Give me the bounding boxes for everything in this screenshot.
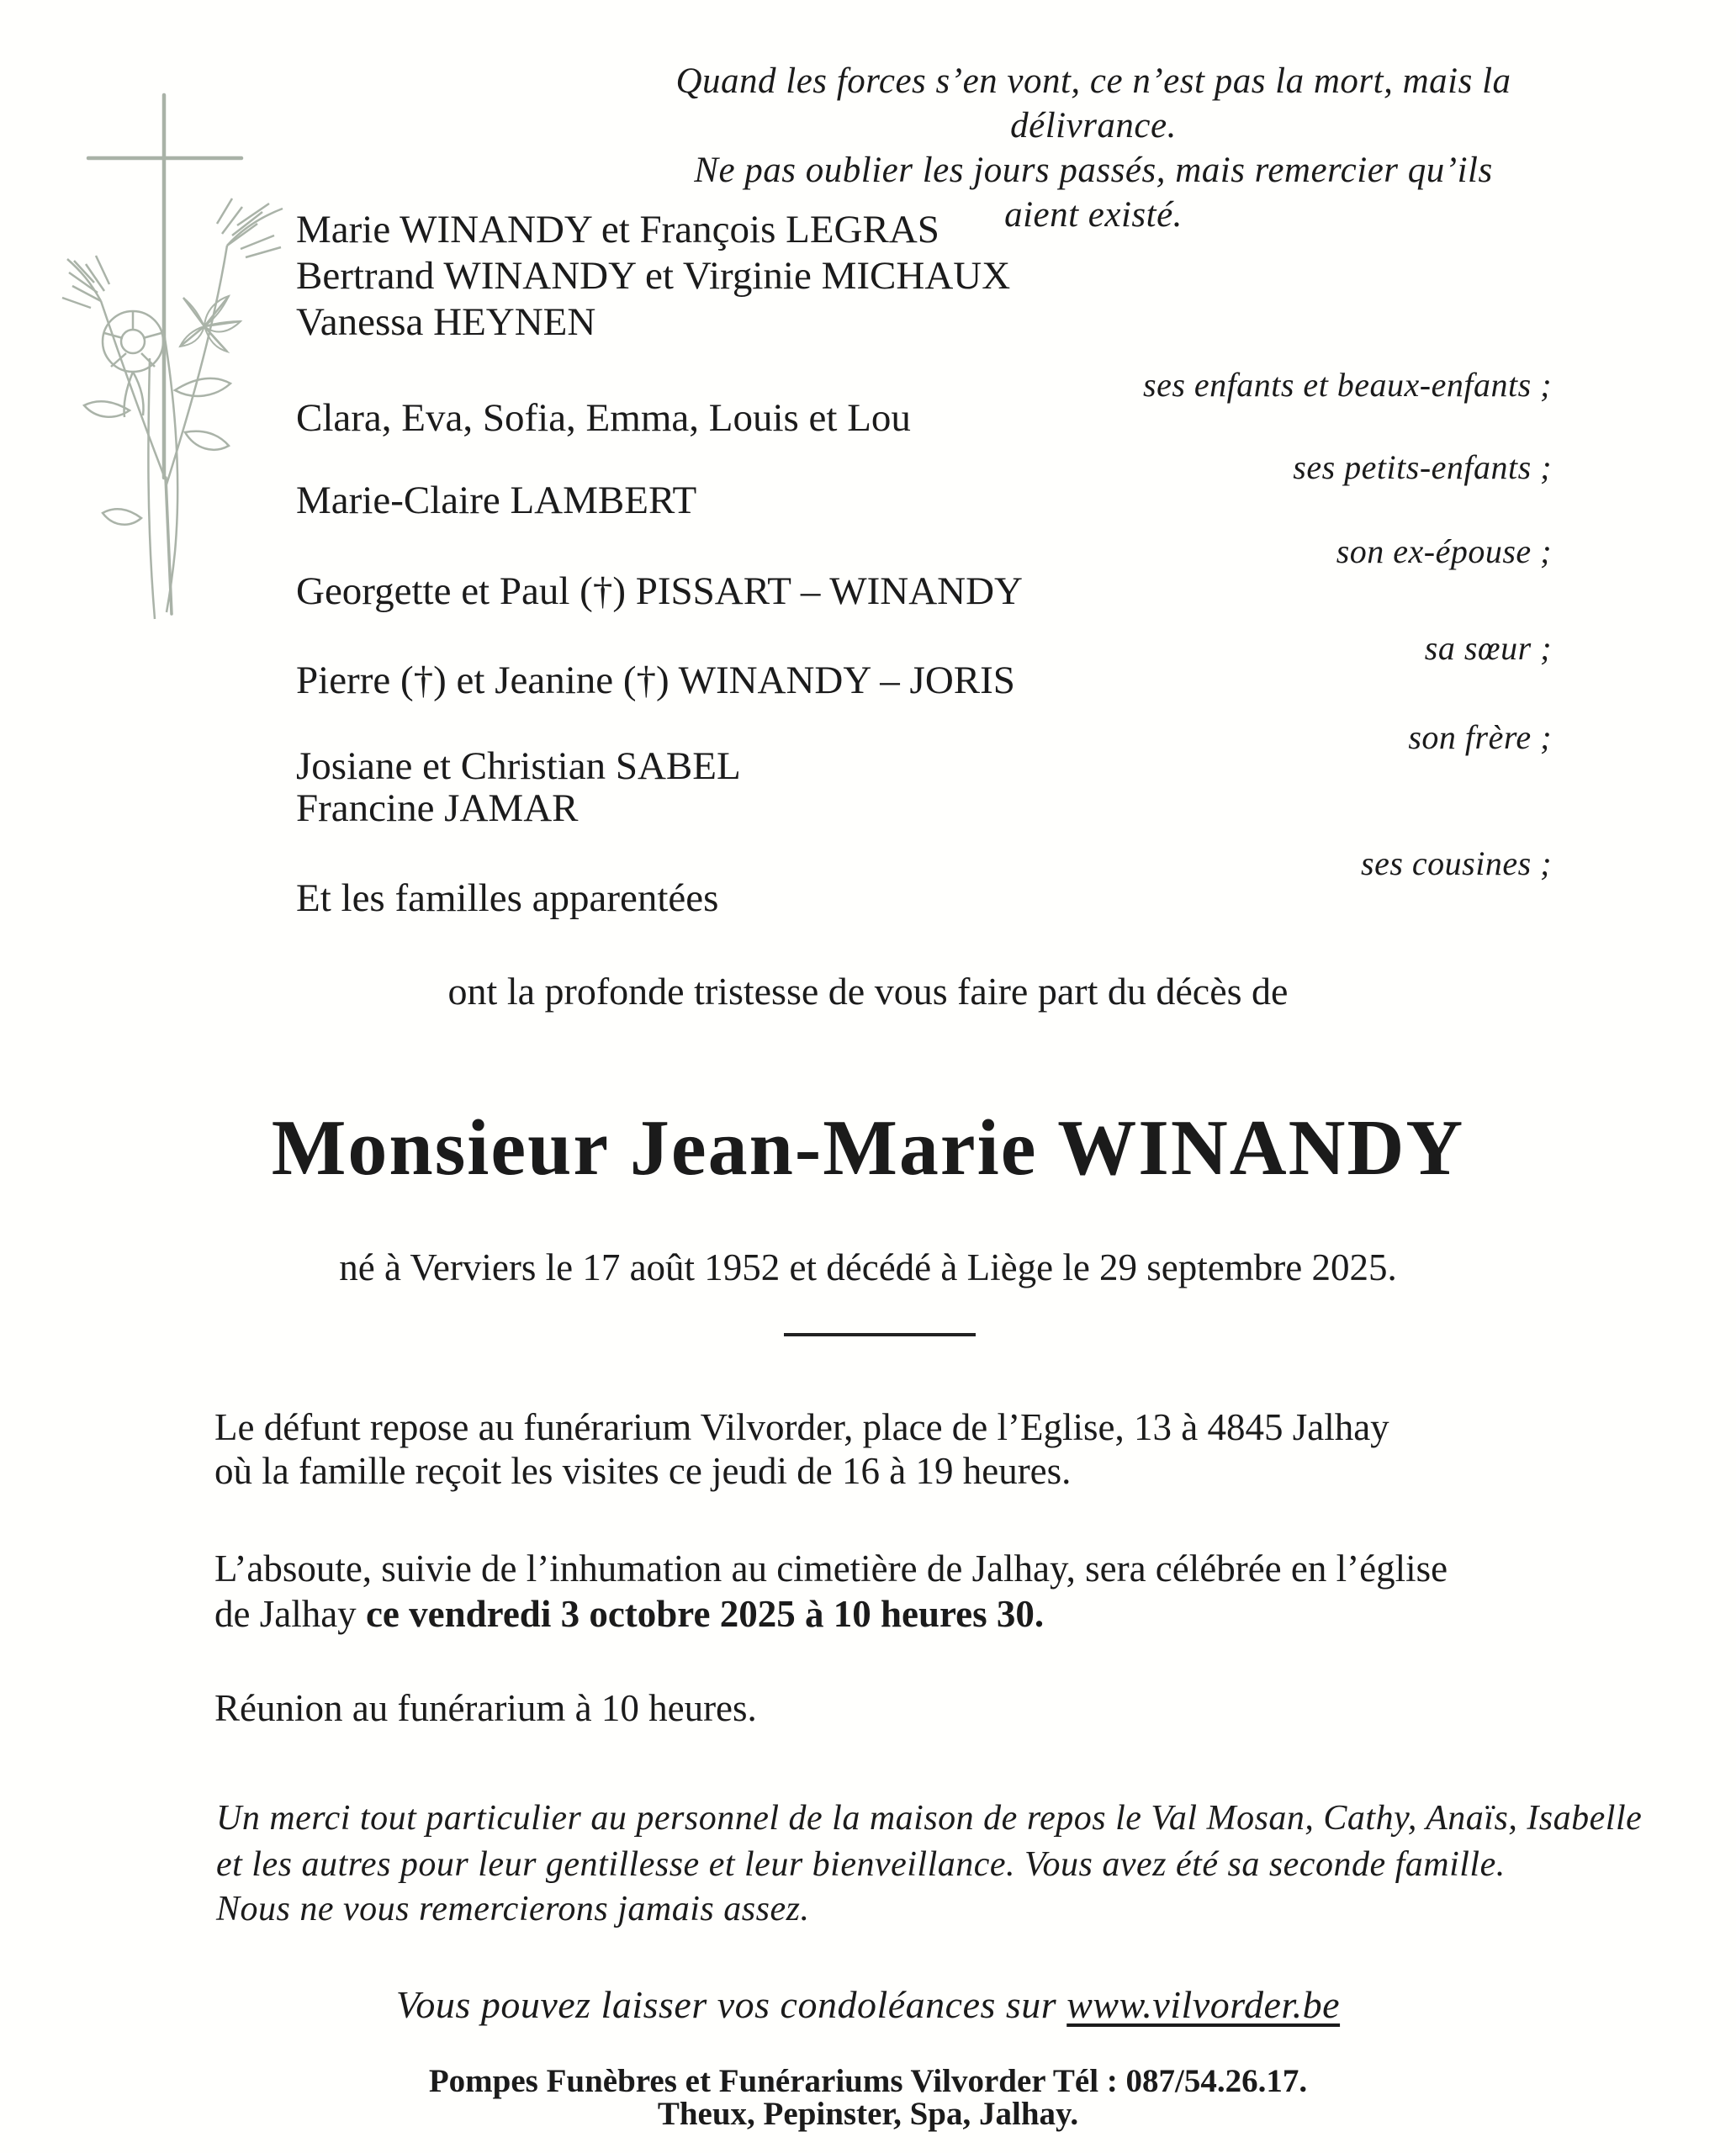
repose-paragraph-line: où la famille reçoit les visites ce jeudi de 16 à 19 heures. [214,1450,1072,1492]
cross-and-flowers-illustration [49,81,335,627]
family-name-line: Francine JAMAR [296,786,579,830]
quote-line-2: Ne pas oublier les jours passés, mais remercier qu’ils aient existé. [694,151,1493,235]
relationship-label: son frère ; [1408,718,1552,756]
family-name-line: Bertrand WINANDY et Virginie MICHAUX [296,254,1011,298]
quote-line-1: Quand les forces s’en vont, ce n’est pas la mort, mais la délivrance. [675,61,1511,145]
funeral-home-footer-line: Pompes Funèbres et Funérariums Vilvorder Tél : 087/54.26.17. [428,2063,1308,2099]
service-paragraph-line [214,1595,1044,1633]
family-closing-line: Et les familles apparentées [296,876,719,920]
thanks-paragraph-line: Un merci tout particulier au personnel de la maison de repos le Val Mosan, Cathy, Anaïs, Isabelle [216,1799,1643,1838]
relationship-label: ses petits-enfants ; [1293,448,1552,486]
relationship-label: ses cousines ; [1361,844,1552,882]
family-name-line: Marie WINANDY et François LEGRAS [296,208,939,251]
service-paragraph-line: L’absoute, suivie de l’inhumation au cimetière de Jalhay, sera célébrée en l’église [214,1547,1448,1590]
separator-rule [784,1333,976,1336]
condolences-line [0,1983,1736,2026]
family-name-line: Josiane et Christian SABEL [296,744,741,788]
relationship-label: son ex-épouse ; [1336,532,1552,570]
funeral-home-locations-line: Theux, Pepinster, Spa, Jalhay. [657,2096,1079,2132]
family-name-line: Pierre (†) et Jeanine (†) WINANDY – JORIS [296,659,1015,702]
family-name-line: Clara, Eva, Sofia, Emma, Louis et Lou [296,396,911,440]
thanks-paragraph-line: et les autres pour leur gentillesse et leur bienveillance. Vous avez été sa seconde famille. [216,1845,1506,1884]
condolences-website-link[interactable]: www.vilvorder.be [1066,1983,1341,2026]
repose-paragraph-line: Le défunt repose au funérarium Vilvorder, place de l’Eglise, 13 à 4845 Jalhay [214,1406,1389,1448]
announcement-sentence: ont la profonde tristesse de vous faire part du décès de [447,970,1289,1013]
relationship-label: ses enfants et beaux-enfants ; [1143,366,1552,404]
service-date-bold: ce vendredi 3 octobre 2025 à 10 heures 30. [365,1593,1045,1635]
family-name-line: Marie-Claire LAMBERT [296,479,697,522]
family-name-line: Georgette et Paul (†) PISSART – WINANDY [296,569,1023,613]
condolences-text: Vous pouvez laisser vos condoléances sur [395,1983,1067,2026]
family-name-line: Vanessa HEYNEN [296,300,596,344]
relationship-label: sa sœur ; [1424,629,1552,667]
deceased-name-title: Monsieur Jean-Marie WINANDY [271,1104,1465,1192]
service-date-prefix: de Jalhay [214,1593,366,1635]
reunion-line: Réunion au funérarium à 10 heures. [214,1687,757,1729]
thanks-paragraph-line: Nous ne vous remercierons jamais assez. [216,1890,810,1928]
birth-death-dates: né à Verviers le 17 août 1952 et décédé à Liège le 29 septembre 2025. [339,1246,1397,1288]
